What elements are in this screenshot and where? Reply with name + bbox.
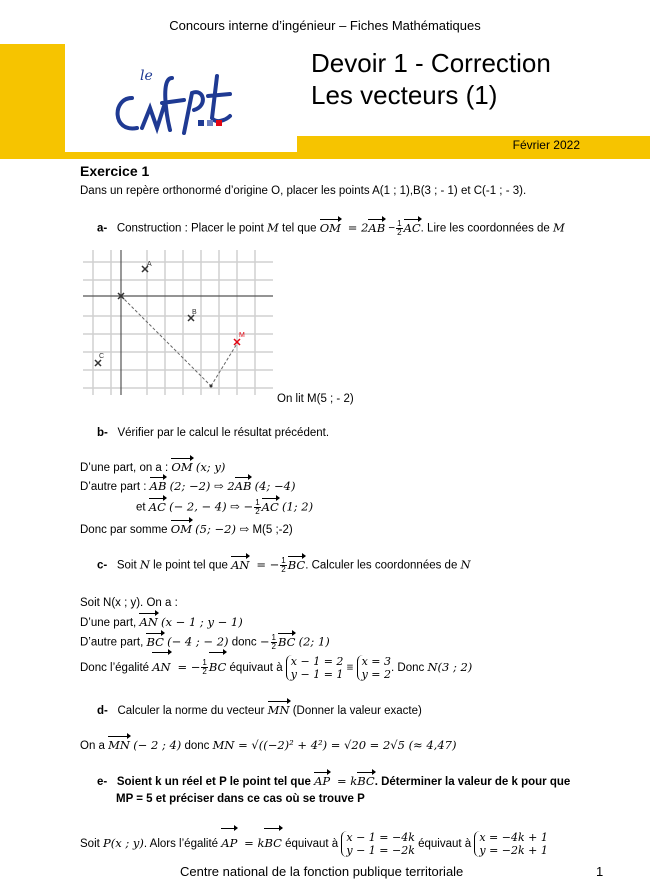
line-b3 xyxy=(136,499,313,516)
text: M xyxy=(267,220,279,235)
text: et xyxy=(136,501,149,514)
math: = − xyxy=(252,557,280,572)
math: = − xyxy=(173,660,201,674)
math: = 2 xyxy=(344,220,369,235)
text: Construction : Placer le point xyxy=(116,222,268,235)
math: MN = √((−2)² + 4²) = √20 = 2√5 (≈ 4,47) xyxy=(212,738,457,752)
math: (x; y) xyxy=(195,460,226,474)
exercise-title: Exercice 1 xyxy=(80,163,150,179)
math: BC xyxy=(264,830,281,856)
text: donc xyxy=(228,636,260,649)
text: Vérifier par le calcul le résultat précédent. xyxy=(117,427,330,439)
question-label: a- xyxy=(97,222,108,235)
line-c4 xyxy=(80,654,472,681)
text: . Calculer les coordonnées de xyxy=(305,559,461,572)
math: − xyxy=(259,634,270,649)
question-c xyxy=(97,557,471,574)
text: D’autre part, xyxy=(80,636,147,649)
point-C-label: C xyxy=(99,353,105,360)
text: équivaut à xyxy=(226,662,286,674)
text: Soient k un réel et P le point tel que xyxy=(116,776,315,788)
question-label: b- xyxy=(97,427,108,439)
text: (Donner la valeur exacte) xyxy=(289,705,422,717)
math: OM xyxy=(171,460,193,474)
math: AB xyxy=(149,479,167,493)
exercise-intro: Dans un repère orthonormé d’origine O, placer les points A(1 ; 1),B(3 ; - 1) et C(-1 ; - 3). xyxy=(80,185,527,197)
line-c3 xyxy=(80,634,330,651)
text: . Alors l’égalité xyxy=(143,838,222,850)
text: le point tel que xyxy=(149,559,232,572)
math: (x − 1 ; y − 1) xyxy=(161,615,243,629)
date: Février 2022 xyxy=(512,138,580,152)
math: (2; 1) xyxy=(298,634,330,649)
math: AN xyxy=(152,654,170,680)
math: OM xyxy=(170,522,192,536)
line-b1 xyxy=(80,460,225,475)
math: AC xyxy=(403,220,421,235)
math: (− 2 ; 4) xyxy=(133,738,182,752)
fraction: $\frac{1}{2}$ xyxy=(281,556,286,574)
equation-system: x = −4k + 1 y = −2k + 1 xyxy=(474,831,548,857)
line-c1: Soit N(x ; y). On a : xyxy=(80,597,178,609)
math: AP xyxy=(314,774,331,788)
text: D’autre part : xyxy=(80,481,150,493)
question-label: c- xyxy=(97,559,108,572)
text: donc xyxy=(181,740,213,752)
construction-graph xyxy=(83,250,273,395)
line-c2 xyxy=(80,615,243,630)
math: AN xyxy=(231,557,250,572)
footer-text: Centre national de la fonction publique territoriale xyxy=(180,864,464,879)
math: AC xyxy=(261,499,279,514)
text: D’une part, xyxy=(80,617,140,629)
math: = k xyxy=(240,836,265,850)
text: Soit xyxy=(116,559,140,572)
cnfpt-logo xyxy=(112,58,252,138)
text: . Donc xyxy=(391,662,428,674)
math: AB xyxy=(234,479,252,493)
math: BC xyxy=(357,774,375,788)
header-top-line: Concours interne d’ingénieur – Fiches Mathématiques xyxy=(169,18,481,33)
math: BC xyxy=(287,557,306,572)
fraction: $\frac{1}{2}$ xyxy=(271,633,276,651)
math: AB xyxy=(368,220,386,235)
question-label: d- xyxy=(97,705,108,717)
question-d xyxy=(97,703,422,718)
text: M xyxy=(553,220,565,235)
math: N(3 ; 2) xyxy=(427,660,473,674)
math: AN xyxy=(139,615,158,629)
question-b xyxy=(97,426,329,440)
svg-text:le: le xyxy=(140,68,153,84)
point-A-label: A xyxy=(147,261,152,268)
math: (2; −2) ⇨ 2 xyxy=(169,479,235,493)
math: (1; 2) xyxy=(281,499,314,514)
math: (4; −4) xyxy=(254,479,296,493)
page-title: Devoir 1 - Correction xyxy=(311,48,551,78)
fraction: $\frac{1}{2}$ xyxy=(255,498,260,516)
text: N xyxy=(460,557,471,572)
text: Donc l’égalité xyxy=(80,662,153,674)
point-M-label: M xyxy=(239,332,245,339)
text: équivaut à xyxy=(281,838,342,850)
text: M(5 ;-2) xyxy=(249,524,293,536)
math: = k xyxy=(333,774,358,788)
answer-a: On lit M(5 ; - 2) xyxy=(277,393,354,405)
line-b4 xyxy=(80,522,293,537)
question-e-cont: MP = 5 et préciser dans ce cas où se trouve P xyxy=(116,793,365,805)
text: N xyxy=(139,557,150,572)
line-d1 xyxy=(80,738,456,753)
line-e1 xyxy=(80,830,548,857)
question-e xyxy=(97,774,570,789)
math: − xyxy=(388,222,396,235)
text: On a xyxy=(80,740,109,752)
math: (5; −2) ⇨ xyxy=(195,522,250,536)
title-box xyxy=(297,44,650,136)
math: MN xyxy=(108,738,130,752)
fraction: $\frac{1}{2}$ xyxy=(397,219,402,237)
question-label: e- xyxy=(97,776,108,788)
equation-system: x − 1 = 2 y − 1 = 1 xyxy=(286,655,344,681)
math: (− 2, − 4) ⇨ − xyxy=(169,499,254,514)
text: Soit xyxy=(80,838,104,850)
text: Donc par somme xyxy=(80,524,171,536)
math: BC xyxy=(209,654,226,680)
line-b2 xyxy=(80,479,295,494)
page-number: 1 xyxy=(596,864,604,879)
equation-system: x − 1 = −4k y − 1 = −2k xyxy=(341,831,415,857)
text: D’une part, on a : xyxy=(80,462,172,474)
math: P(x ; y) xyxy=(103,836,144,850)
fraction: $\frac{1}{2}$ xyxy=(202,658,207,677)
math: (− 4 ; − 2) xyxy=(167,634,229,649)
equation-system: x = 3 y = 2 xyxy=(357,655,391,681)
math: ≡ xyxy=(346,662,354,674)
text: . Déterminer la valeur de k pour que xyxy=(374,776,571,788)
page-subtitle: Les vecteurs (1) xyxy=(311,80,498,110)
text: Calculer la norme du vecteur xyxy=(117,705,268,717)
math: AP xyxy=(221,830,237,856)
text: équivaut à xyxy=(414,838,475,850)
text: tel que xyxy=(278,222,320,235)
point-B-label: B xyxy=(192,309,197,316)
math: AC xyxy=(148,499,166,514)
question-a xyxy=(97,220,565,237)
math: MN xyxy=(267,703,290,717)
math: BC xyxy=(277,634,296,649)
math: BC xyxy=(146,634,164,649)
text: . Lire les coordonnées de xyxy=(420,222,554,235)
math: OM xyxy=(319,220,341,235)
